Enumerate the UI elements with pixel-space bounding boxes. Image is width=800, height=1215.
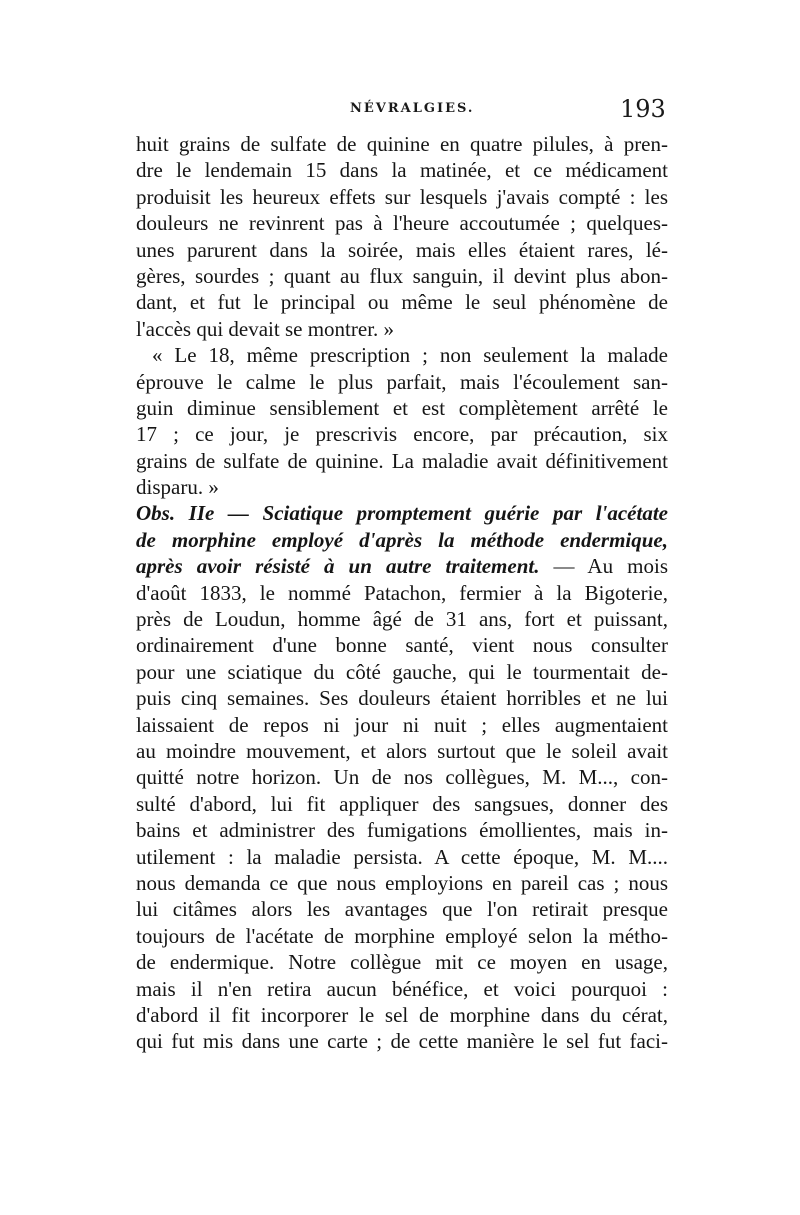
- text-line: douleurs ne revinrent pas à l'heure accoutumée ; quelques-: [136, 211, 668, 236]
- text-line: lui citâmes alors les avantages que l'on retirait presque: [136, 897, 668, 922]
- text-line: au moindre mouvement, et alors surtout que le soleil avait: [136, 738, 668, 763]
- page-number: 193: [620, 95, 666, 123]
- observation-heading-line: de morphine employé d'après la méthode endermique,: [136, 527, 668, 552]
- text-line: huit grains de sulfate de quinine en quatre pilules, à pren-: [136, 132, 668, 156]
- text-line: unes parurent dans la soirée, mais elles étaient rares, lé-: [136, 237, 668, 262]
- text-line: ordinairement d'une bonne santé, vient nous consulter: [136, 633, 668, 658]
- text-line: l'accès qui devait se montrer. »: [136, 316, 395, 341]
- observation-heading-end: après avoir résisté à un autre traitement.: [136, 554, 540, 579]
- text-line: d'abord il fit incorporer le sel de morphine dans du cérat,: [136, 1002, 668, 1027]
- text-line: dre le lendemain 15 dans la matinée, et ce médicament: [136, 158, 668, 183]
- text-line: de endermique. Notre collègue mit ce moyen en usage,: [136, 950, 668, 975]
- text-line: 17 ; ce jour, je prescrivis encore, par précaution, six: [136, 422, 668, 447]
- observation-heading-line: Obs. IIe — Sciatique promptement guérie par l'acétate: [136, 501, 668, 526]
- running-head: [0, 95, 800, 125]
- text-line: qui fut mis dans une carte ; de cette manière le sel fut faci-: [136, 1029, 668, 1054]
- text-line: sulté d'abord, lui fit appliquer des sangsues, donner des: [136, 791, 668, 816]
- text-line: quitté notre horizon. Un de nos collègues, M. M..., con-: [136, 765, 668, 790]
- text-line: pour une sciatique du côté gauche, qui le tourmentait de-: [136, 659, 668, 684]
- text-line: dant, et fut le principal ou même le seul phénomène de: [136, 290, 668, 315]
- running-title: NÉVRALGIES.: [350, 101, 475, 116]
- text-line: d'août 1833, le nommé Patachon, fermier à la Bigoterie,: [136, 580, 668, 605]
- text-line: bains et administrer des fumigations émollientes, mais in-: [136, 818, 668, 843]
- text-line: nous demanda ce que nous employions en pareil cas ; nous: [136, 870, 668, 895]
- text-line: puis cinq semaines. Ses douleurs étaient horribles et ne lui: [136, 686, 668, 711]
- text-line: grains de sulfate de quinine. La maladie avait définitivement: [136, 448, 668, 473]
- text-line: guin diminue sensiblement et est complètement arrêté le: [136, 395, 668, 420]
- text-line: toujours de l'acétate de morphine employé selon la métho-: [136, 923, 668, 948]
- text-line: « Le 18, même prescription ; non seulement la malade: [152, 343, 668, 368]
- text-line: disparu. »: [136, 475, 219, 500]
- text-line: près de Loudun, homme âgé de 31 ans, fort et puissant,: [136, 607, 668, 632]
- text-line: laissaient de repos ni jour ni nuit ; elles augmentaient: [136, 712, 668, 737]
- text-line: [136, 553, 668, 579]
- text-line-tail: — Au mois: [539, 554, 668, 579]
- text-line: gères, sourdes ; quant au flux sanguin, il devint plus abon-: [136, 263, 668, 288]
- text-line: mais il n'en retira aucun bénéfice, et voici pourquoi :: [136, 976, 668, 1001]
- text-line: produisit les heureux effets sur lesquels j'avais compté : les: [136, 184, 668, 209]
- text-line: utilement : la maladie persista. A cette époque, M. M....: [136, 844, 668, 869]
- text-line: éprouve le calme le plus parfait, mais l'écoulement san-: [136, 369, 668, 394]
- body-text: [136, 131, 668, 1055]
